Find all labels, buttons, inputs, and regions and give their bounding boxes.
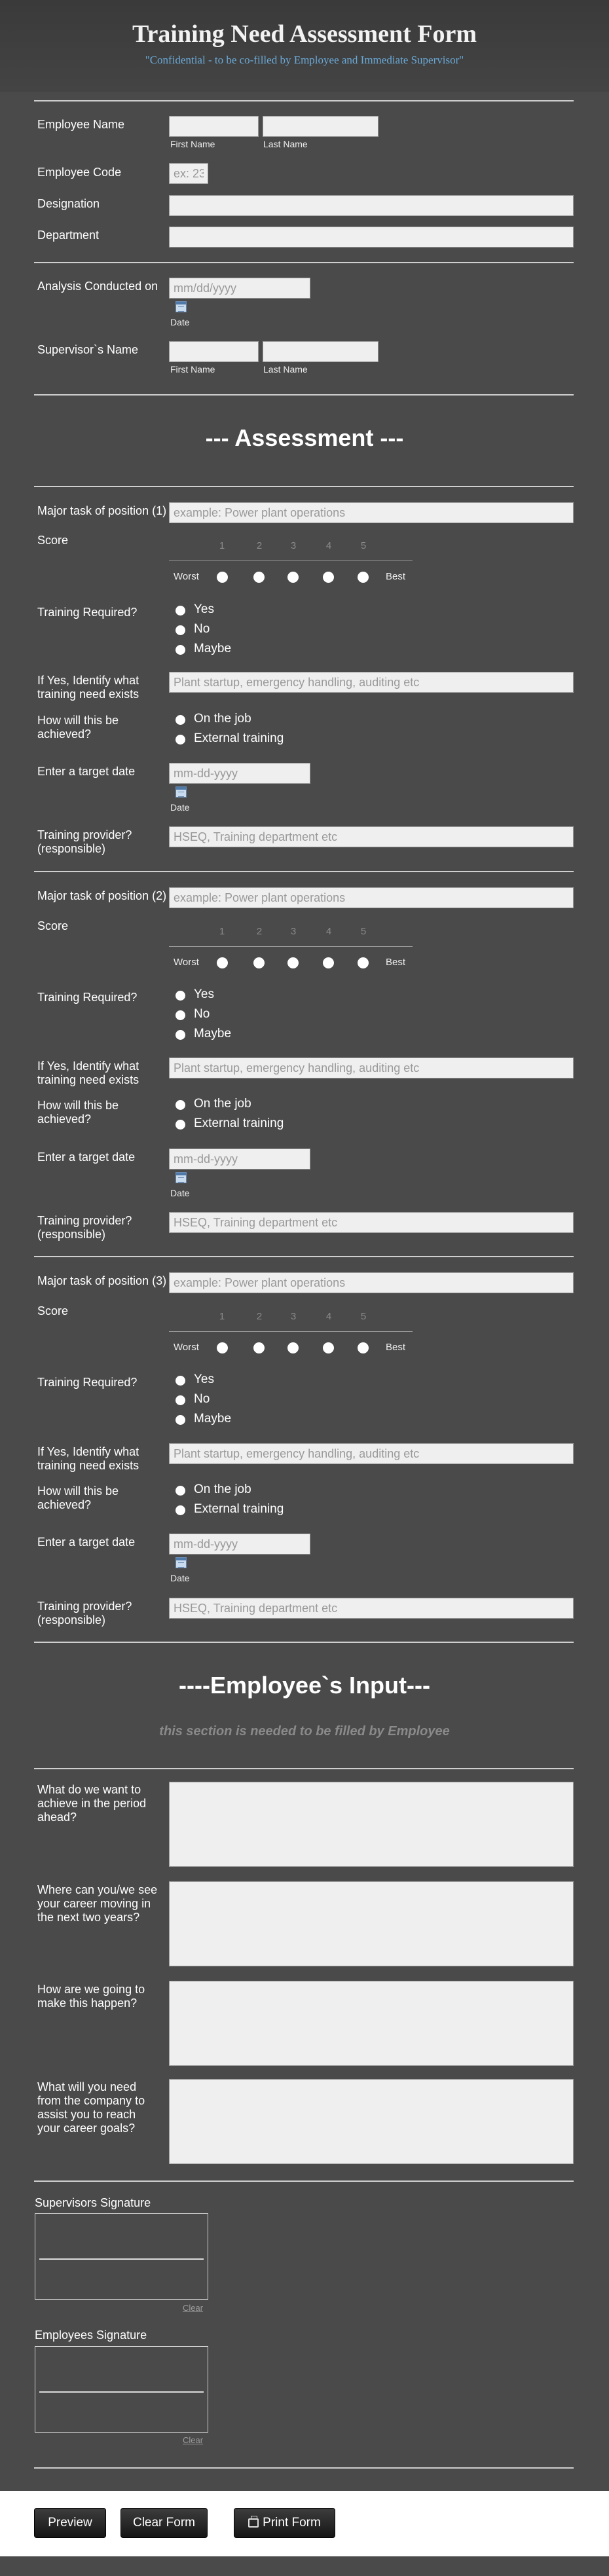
radio-external-training[interactable] bbox=[175, 1505, 185, 1515]
first-name-caption: First Name bbox=[170, 139, 215, 149]
last-name-caption: Last Name bbox=[263, 364, 308, 375]
radio-external-training-label: External training bbox=[194, 731, 284, 745]
radio-yes[interactable] bbox=[175, 991, 185, 1001]
employee-code-label: Employee Code bbox=[37, 166, 122, 179]
analysis-date-label: Analysis Conducted on bbox=[37, 280, 158, 293]
divider bbox=[34, 1256, 574, 1257]
task-1-score-label: Score bbox=[37, 534, 69, 547]
task-1-identify-input[interactable] bbox=[169, 672, 574, 693]
preview-button[interactable]: Preview bbox=[34, 2508, 106, 2538]
supervisor-last-name-input[interactable] bbox=[263, 341, 378, 362]
scale-number-5: 5 bbox=[360, 540, 367, 551]
scale-line bbox=[169, 946, 413, 947]
radio-maybe-label: Maybe bbox=[194, 1412, 232, 1426]
task-1-label: Major task of position (1) bbox=[37, 504, 167, 517]
task-1-provider-input[interactable] bbox=[169, 826, 574, 847]
question-2-label: Where can you/we see your career moving in the next two years? bbox=[37, 1883, 158, 1924]
form-subtitle: "Confidential - to be co-filled by Employee and Immediate Supervisor" bbox=[145, 54, 464, 66]
score-option-5[interactable] bbox=[358, 957, 369, 968]
task-3-input[interactable] bbox=[169, 1272, 574, 1293]
task-2-score-label: Score bbox=[37, 919, 69, 932]
supervisor-signature-pad[interactable] bbox=[35, 2213, 208, 2300]
supervisor-first-name-input[interactable] bbox=[169, 341, 259, 362]
employee-signature-label: Employees Signature bbox=[35, 2328, 147, 2342]
radio-external-training-label: External training bbox=[194, 1116, 284, 1130]
employee-signature-clear-link[interactable]: Clear bbox=[183, 2435, 204, 2445]
form-title: Training Need Assessment Form bbox=[132, 20, 477, 48]
radio-on-the-job-label: On the job bbox=[194, 712, 251, 726]
task-2-provider-input[interactable] bbox=[169, 1212, 574, 1233]
calendar-icon[interactable] bbox=[175, 1172, 187, 1183]
divider bbox=[34, 2467, 574, 2469]
scale-best-label: Best bbox=[386, 571, 406, 582]
radio-no-label: No bbox=[194, 1392, 210, 1406]
divider bbox=[34, 2180, 574, 2182]
score-option-5[interactable] bbox=[358, 572, 369, 583]
score-option-4[interactable] bbox=[323, 957, 334, 968]
task-1-provider-label: Training provider? (responsible) bbox=[37, 828, 132, 855]
task-2-identify-label: If Yes, Identify what training need exists bbox=[37, 1059, 139, 1086]
radio-maybe[interactable] bbox=[175, 1030, 185, 1040]
task-1-identify-label: If Yes, Identify what training need exists bbox=[37, 674, 139, 701]
employee-first-name-input[interactable] bbox=[169, 116, 259, 137]
radio-no-label: No bbox=[194, 1007, 210, 1021]
radio-external-training[interactable] bbox=[175, 1120, 185, 1130]
clear-form-button[interactable]: Clear Form bbox=[120, 2508, 208, 2538]
task-2-label: Major task of position (2) bbox=[37, 889, 167, 902]
divider bbox=[34, 394, 574, 396]
scale-number-1: 1 bbox=[219, 926, 225, 937]
date-caption: Date bbox=[170, 317, 190, 327]
task-1-training-required-label: Training Required? bbox=[37, 606, 138, 619]
scale-number-2: 2 bbox=[256, 926, 263, 937]
divider bbox=[34, 1642, 574, 1643]
designation-input[interactable] bbox=[169, 195, 574, 216]
calendar-icon[interactable] bbox=[175, 1557, 187, 1568]
task-3-achieved-label: How will this be achieved? bbox=[37, 1484, 119, 1511]
score-option-3[interactable] bbox=[287, 1342, 299, 1353]
scale-number-1: 1 bbox=[219, 540, 225, 551]
scale-number-2: 2 bbox=[256, 540, 263, 551]
scale-worst-label: Worst bbox=[174, 1342, 199, 1353]
question-3-textarea[interactable] bbox=[169, 1981, 574, 2066]
score-option-3[interactable] bbox=[287, 957, 299, 968]
radio-maybe[interactable] bbox=[175, 645, 185, 655]
form-header bbox=[0, 0, 609, 92]
task-3-target-date-input[interactable] bbox=[169, 1534, 310, 1555]
scale-number-3: 3 bbox=[290, 540, 297, 551]
scale-number-3: 3 bbox=[290, 926, 297, 937]
scale-number-1: 1 bbox=[219, 1311, 225, 1322]
radio-yes-label: Yes bbox=[194, 602, 214, 616]
supervisor-name-label: Supervisor`s Name bbox=[37, 343, 139, 356]
radio-on-the-job-label: On the job bbox=[194, 1482, 251, 1496]
task-3-provider-label: Training provider? (responsible) bbox=[37, 1600, 132, 1627]
task-2-input[interactable] bbox=[169, 887, 574, 908]
date-caption: Date bbox=[170, 802, 190, 813]
score-option-1[interactable] bbox=[217, 572, 228, 583]
radio-on-the-job-label: On the job bbox=[194, 1097, 251, 1111]
divider bbox=[34, 486, 574, 487]
department-label: Department bbox=[37, 229, 100, 242]
last-name-caption: Last Name bbox=[263, 139, 308, 149]
employee-input-note: this section is needed to be filled by Employee bbox=[159, 1724, 450, 1739]
printer-icon bbox=[248, 2518, 259, 2528]
scale-worst-label: Worst bbox=[174, 957, 199, 968]
task-1-target-date-input[interactable] bbox=[169, 763, 310, 784]
question-1-label: What do we want to achieve in the period ahead? bbox=[37, 1783, 147, 1824]
question-4-textarea[interactable] bbox=[169, 2079, 574, 2164]
radio-on-the-job[interactable] bbox=[175, 1100, 185, 1110]
scale-worst-label: Worst bbox=[174, 571, 199, 582]
radio-no-label: No bbox=[194, 622, 210, 636]
task-3-score-label: Score bbox=[37, 1304, 69, 1317]
print-form-label: Print Form bbox=[263, 2516, 321, 2530]
question-3-label: How are we going to make this happen? bbox=[37, 1983, 145, 2010]
date-caption: Date bbox=[170, 1188, 190, 1198]
first-name-caption: First Name bbox=[170, 364, 215, 375]
radio-yes[interactable] bbox=[175, 606, 185, 616]
divider bbox=[34, 262, 574, 263]
scale-number-4: 4 bbox=[325, 540, 332, 551]
scale-best-label: Best bbox=[386, 1342, 406, 1353]
radio-on-the-job[interactable] bbox=[175, 1486, 185, 1496]
scale-number-3: 3 bbox=[290, 1311, 297, 1322]
calendar-icon[interactable] bbox=[175, 786, 187, 798]
task-3-training-required-label: Training Required? bbox=[37, 1376, 138, 1389]
radio-no[interactable] bbox=[175, 1395, 185, 1405]
radio-maybe[interactable] bbox=[175, 1415, 185, 1425]
task-2-identify-input[interactable] bbox=[169, 1058, 574, 1078]
supervisor-signature-clear-link[interactable]: Clear bbox=[183, 2303, 204, 2313]
assessment-heading: --- Assessment --- bbox=[205, 424, 404, 451]
score-option-1[interactable] bbox=[217, 1342, 228, 1353]
task-3-label: Major task of position (3) bbox=[37, 1274, 167, 1287]
date-caption: Date bbox=[170, 1573, 190, 1583]
scale-number-2: 2 bbox=[256, 1311, 263, 1322]
employee-signature-pad[interactable] bbox=[35, 2346, 208, 2433]
signature-line bbox=[39, 2258, 204, 2260]
radio-yes-label: Yes bbox=[194, 987, 214, 1001]
task-2-target-date-input[interactable] bbox=[169, 1149, 310, 1169]
divider bbox=[34, 100, 574, 101]
department-input[interactable] bbox=[169, 227, 574, 248]
score-option-2[interactable] bbox=[253, 1342, 265, 1353]
score-option-4[interactable] bbox=[323, 572, 334, 583]
employee-name-label: Employee Name bbox=[37, 118, 125, 131]
task-1-input[interactable] bbox=[169, 502, 574, 523]
scale-best-label: Best bbox=[386, 957, 406, 968]
task-3-identify-label: If Yes, Identify what training need exists bbox=[37, 1445, 139, 1472]
employee-last-name-input[interactable] bbox=[263, 116, 378, 137]
question-1-textarea[interactable] bbox=[169, 1782, 574, 1867]
scale-number-4: 4 bbox=[325, 1311, 332, 1322]
radio-yes-label: Yes bbox=[194, 1372, 214, 1386]
radio-maybe-label: Maybe bbox=[194, 642, 232, 655]
task-2-training-required-label: Training Required? bbox=[37, 991, 138, 1004]
employee-code-input[interactable] bbox=[169, 163, 208, 184]
radio-external-training-label: External training bbox=[194, 1502, 284, 1516]
score-option-2[interactable] bbox=[253, 957, 265, 968]
signature-line bbox=[39, 2391, 204, 2393]
question-4-label: What will you need from the company to assist you to reach your career goals? bbox=[37, 2080, 145, 2135]
task-2-provider-label: Training provider? (responsible) bbox=[37, 1214, 132, 1241]
question-2-textarea[interactable] bbox=[169, 1881, 574, 1966]
analysis-date-input[interactable] bbox=[169, 278, 310, 299]
bottom-strip bbox=[0, 2556, 609, 2576]
score-option-1[interactable] bbox=[217, 957, 228, 968]
supervisor-signature-label: Supervisors Signature bbox=[35, 2196, 151, 2209]
score-option-3[interactable] bbox=[287, 572, 299, 583]
score-option-5[interactable] bbox=[358, 1342, 369, 1353]
task-1-target-date-label: Enter a target date bbox=[37, 765, 136, 778]
divider bbox=[34, 1768, 574, 1769]
radio-on-the-job[interactable] bbox=[175, 715, 185, 725]
radio-yes[interactable] bbox=[175, 1376, 185, 1386]
employee-input-heading: ----Employee`s Input--- bbox=[179, 1672, 430, 1699]
print-form-button[interactable] bbox=[234, 2508, 335, 2538]
task-1-achieved-label: How will this be achieved? bbox=[37, 714, 119, 741]
task-3-identify-input[interactable] bbox=[169, 1443, 574, 1464]
radio-no[interactable] bbox=[175, 625, 185, 635]
task-3-provider-input[interactable] bbox=[169, 1598, 574, 1619]
task-3-target-date-label: Enter a target date bbox=[37, 1536, 136, 1549]
score-option-2[interactable] bbox=[253, 572, 265, 583]
divider bbox=[34, 871, 574, 872]
scale-number-4: 4 bbox=[325, 926, 332, 937]
scale-line bbox=[169, 1331, 413, 1332]
radio-no[interactable] bbox=[175, 1010, 185, 1020]
scale-number-5: 5 bbox=[360, 926, 367, 937]
radio-maybe-label: Maybe bbox=[194, 1027, 232, 1040]
scale-number-5: 5 bbox=[360, 1311, 367, 1322]
radio-external-training[interactable] bbox=[175, 735, 185, 745]
task-2-target-date-label: Enter a target date bbox=[37, 1150, 136, 1164]
score-option-4[interactable] bbox=[323, 1342, 334, 1353]
designation-label: Designation bbox=[37, 197, 100, 210]
calendar-icon[interactable] bbox=[175, 301, 187, 312]
task-2-achieved-label: How will this be achieved? bbox=[37, 1099, 119, 1126]
